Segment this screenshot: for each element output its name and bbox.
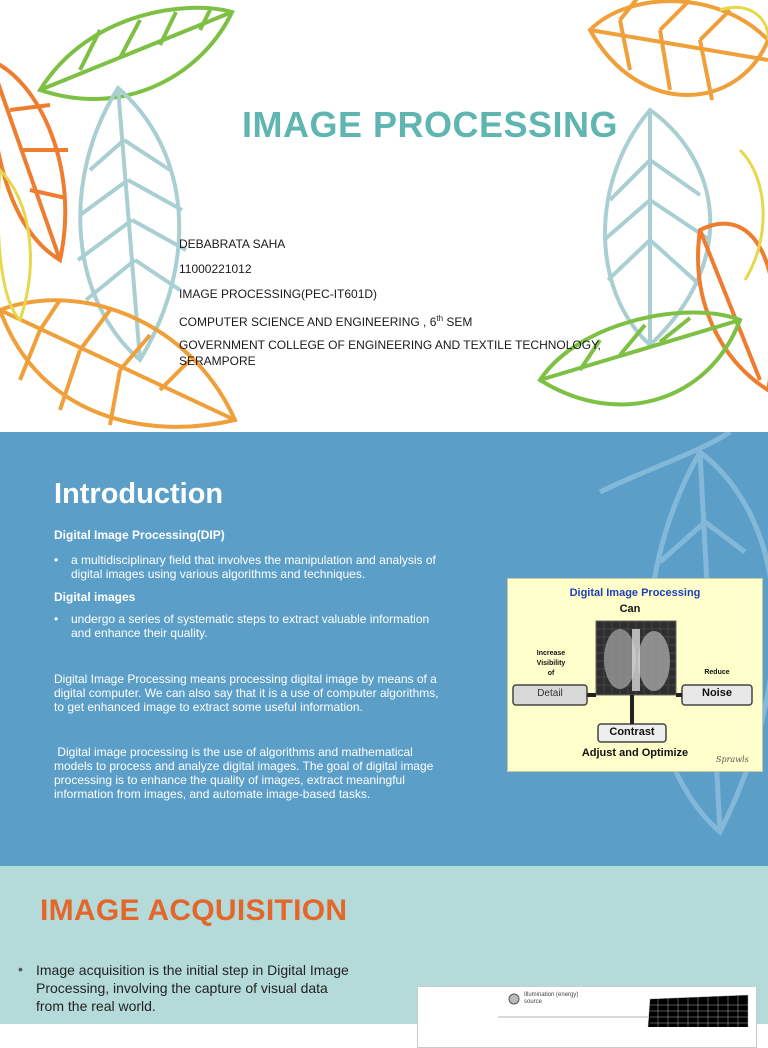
paragraph-1 (54, 672, 499, 714)
acq-line-2: Processing, involving the capture of visual data (36, 980, 328, 996)
author-name: DEBABRATA SAHA (179, 237, 286, 251)
college-line-2: SERAMPORE (179, 354, 256, 368)
paragraph-2 (54, 745, 499, 801)
bullet-dot: • (54, 612, 59, 626)
increase-visibility-label (522, 649, 580, 679)
dip-diagram (507, 578, 763, 772)
department-sup: th (436, 314, 444, 323)
dip-diagram-title: Digital Image Processing (569, 587, 701, 599)
para2-line-3: processing is to enhance the quality of images, extract meaningful (54, 773, 405, 787)
bullet-dot: • (18, 961, 23, 977)
leaf-decoration-right (0, 0, 768, 432)
para2-line-4: information from images, and automate image-based tasks. (54, 787, 371, 801)
bullet-dip-line-2: digital images using various algorithms and techniques. (71, 567, 366, 581)
presentation-title: IMAGE PROCESSING (241, 104, 619, 145)
department-prefix: COMPUTER SCIENCE AND ENGINEERING , 6 (179, 315, 437, 329)
acquisition-figure-graphic (418, 987, 756, 1027)
heading-digital-images: Digital images (54, 590, 136, 604)
contrast-label: Contrast (609, 726, 655, 738)
college-line-1: GOVERNMENT COLLEGE OF ENGINEERING AND TEXTILE TECHNOLOGY, (179, 338, 601, 352)
increase-label-2: Visibility (536, 660, 566, 667)
signature-label: Sprawls (716, 755, 749, 764)
slide-title: Introduction (54, 478, 224, 510)
para2-line-1: Digital image processing is the use of algorithms and mathematical (54, 745, 413, 759)
title-slide (0, 0, 768, 432)
noise-label: Noise (702, 687, 732, 699)
acq-line-3: from the real world. (36, 998, 156, 1014)
bullet-dot: • (54, 553, 59, 567)
roll-number: 11000221012 (179, 262, 252, 276)
acquisition-bullet-text (36, 961, 402, 1015)
para1-line-3: to get enhanced image to extract some useful information. (54, 700, 363, 714)
reduce-label: Reduce (704, 669, 730, 676)
heading-dip: Digital Image Processing(DIP) (54, 528, 225, 542)
acquisition-title: IMAGE ACQUISITION (40, 894, 348, 927)
bullet-dip-text (71, 553, 499, 581)
department-suffix: SEM (443, 315, 473, 329)
para1-line-2: digital computer. We can also say that it is a use of computer algorithms, (54, 686, 439, 700)
para1-line-1: Digital Image Processing means processing digital image by means of a (54, 672, 437, 686)
detail-label: Detail (537, 688, 563, 699)
course-code: IMAGE PROCESSING(PEC-IT601D) (179, 287, 378, 301)
adjust-optimize-label: Adjust and Optimize (581, 747, 689, 759)
para2-line-2: models to process and analyze digital images. The goal of digital image (54, 759, 434, 773)
acq-line-1: Image acquisition is the initial step in Digital Image (36, 962, 349, 978)
bullet-images-text (71, 612, 499, 640)
bullet-dip-line-1: a multidisciplinary field that involves the manipulation and analysis of (71, 553, 436, 567)
acquisition-figure (417, 986, 757, 1048)
bullet-images-line-1: undergo a series of systematic steps to extract valuable information (71, 612, 430, 626)
illumination-label-2: source (524, 999, 543, 1005)
illumination-label-1: Illumination (energy) (524, 992, 579, 998)
bullet-images-line-2: and enhance their quality. (71, 626, 208, 640)
department-line (179, 311, 472, 330)
illumination-label (524, 992, 578, 1006)
increase-label-1: Increase (536, 650, 566, 657)
increase-label-3: of (547, 670, 555, 677)
dip-diagram-can: Can (619, 603, 641, 615)
